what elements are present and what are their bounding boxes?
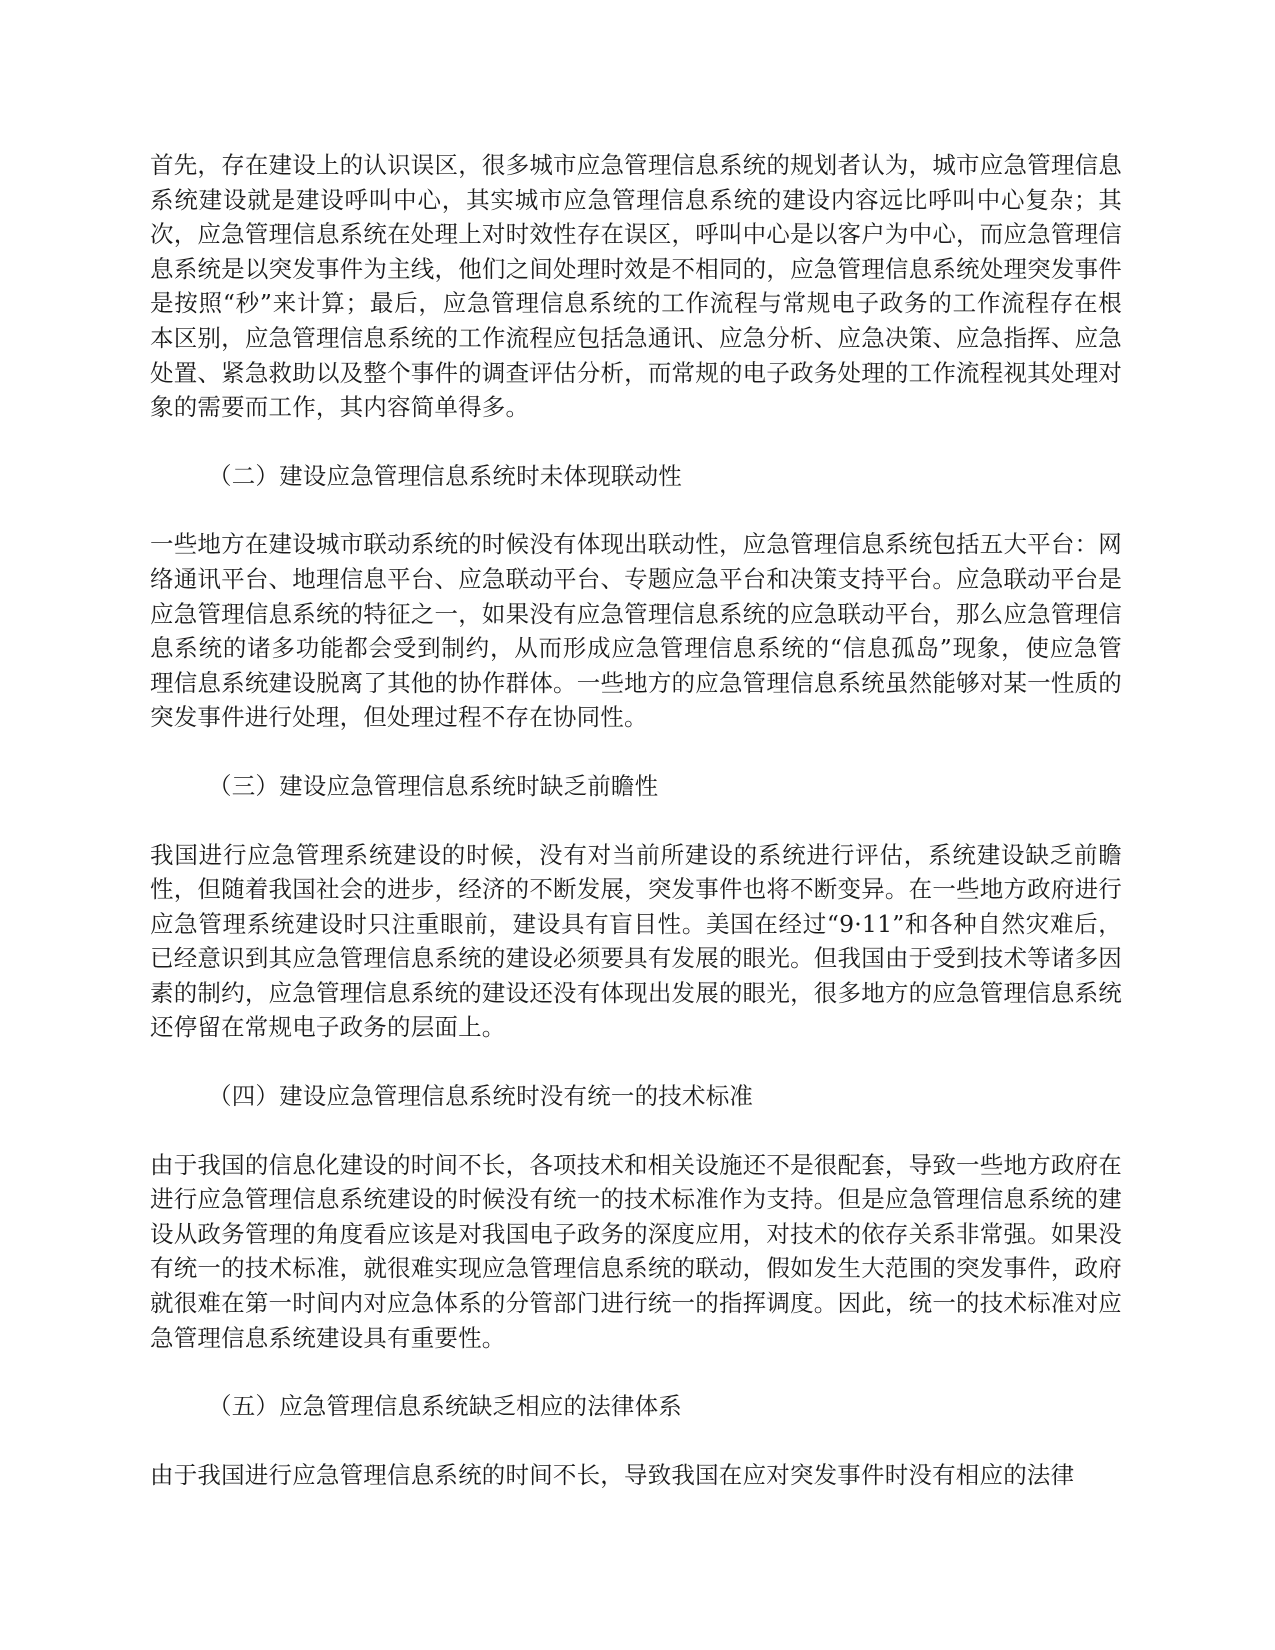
document-page: [150, 148, 1122, 1492]
paragraph-foresight: 我国进行应急管理系统建设的时候，没有对当前所建设的系统进行评估，系统建设缺乏前瞻性，但随着我国社会的进步，经济的不断发展，突发事件也将不断变异。在一些地方政府进行应急管理系统建设时只注重眼前，建设具有盲目性。美国在经过“9·11”和各种自然灾难后，已经意识到其应急管理信息系统的建设必须要具有发展的眼光。但我国由于受到技术等诸多因素的制约，应急管理信息系统的建设还没有体现出发展的眼光，很多地方的应急管理信息系统还停留在常规电子政务的层面上。: [150, 840, 1122, 1042]
paragraph-standards: 由于我国的信息化建设的时间不长，各项技术和相关设施还不是很配套，导致一些地方政府在进行应急管理信息系统建设的时候没有统一的技术标准作为支持。但是应急管理信息系统的建设从政务管理的角度看应该是对我国电子政务的深度应用，对技术的依存关系非常强。如果没有统一的技术标准，就很难实现应急管理信息系统的联动，假如发生大范围的突发事件，政府就很难在第一时间内对应急体系的分管部门进行统一的指挥调度。因此，统一的技术标准对应急管理信息系统建设具有重要性。: [150, 1150, 1122, 1352]
section-heading-3: （三）建设应急管理信息系统时缺乏前瞻性: [208, 771, 659, 800]
paragraph-spacer: [150, 804, 1122, 838]
paragraph-spacer: [150, 1355, 1122, 1389]
paragraph-legal: 由于我国进行应急管理信息系统的时间不长，导致我国在应对突发事件时没有相应的法律: [150, 1460, 1075, 1489]
paragraph-linkage: 一些地方在建设城市联动系统的时候没有体现出联动性，应急管理信息系统包括五大平台：网络通讯平台、地理信息平台、应急联动平台、专题应急平台和决策支持平台。应急联动平台是应急管理信息系统的特征之一，如果没有应急管理信息系统的应急联动平台，那么应急管理信息系统的诸多功能都会受到制约，从而形成应急管理信息系统的“信息孤岛”现象，使应急管理信息系统建设脱离了其他的协作群体。一些地方的应急管理信息系统虽然能够对某一性质的突发事件进行处理，但处理过程不存在协同性。: [150, 530, 1122, 732]
section-heading-2: （二）建设应急管理信息系统时未体现联动性: [208, 461, 682, 490]
paragraph-spacer: [150, 425, 1122, 459]
section-heading-5: （五）应急管理信息系统缺乏相应的法律体系: [208, 1392, 682, 1421]
paragraph-spacer: [150, 1424, 1122, 1458]
paragraph-spacer: [150, 493, 1122, 527]
paragraph-spacer: [150, 1045, 1122, 1079]
paragraph-spacer: [150, 735, 1122, 769]
paragraph-spacer: [150, 1114, 1122, 1148]
section-heading-4: （四）建设应急管理信息系统时没有统一的技术标准: [208, 1082, 754, 1111]
paragraph-misconceptions: 首先，存在建设上的认识误区，很多城市应急管理信息系统的规划者认为，城市应急管理信息系统建设就是建设呼叫中心，其实城市应急管理信息系统的建设内容远比呼叫中心复杂；其次，应急管理信息系统在处理上对时效性存在误区，呼叫中心是以客户为中心，而应急管理信息系统是以突发事件为主线，他们之间处理时效是不相同的，应急管理信息系统处理突发事件是按照“秒”来计算；最后，应急管理信息系统的工作流程与常规电子政务的工作流程存在根本区别，应急管理信息系统的工作流程应包括急通讯、应急分析、应急决策、应急指挥、应急处置、紧急救助以及整个事件的调查评估分析，而常规的电子政务处理的工作流程视其处理对象的需要而工作，其内容简单得多。: [150, 151, 1122, 422]
